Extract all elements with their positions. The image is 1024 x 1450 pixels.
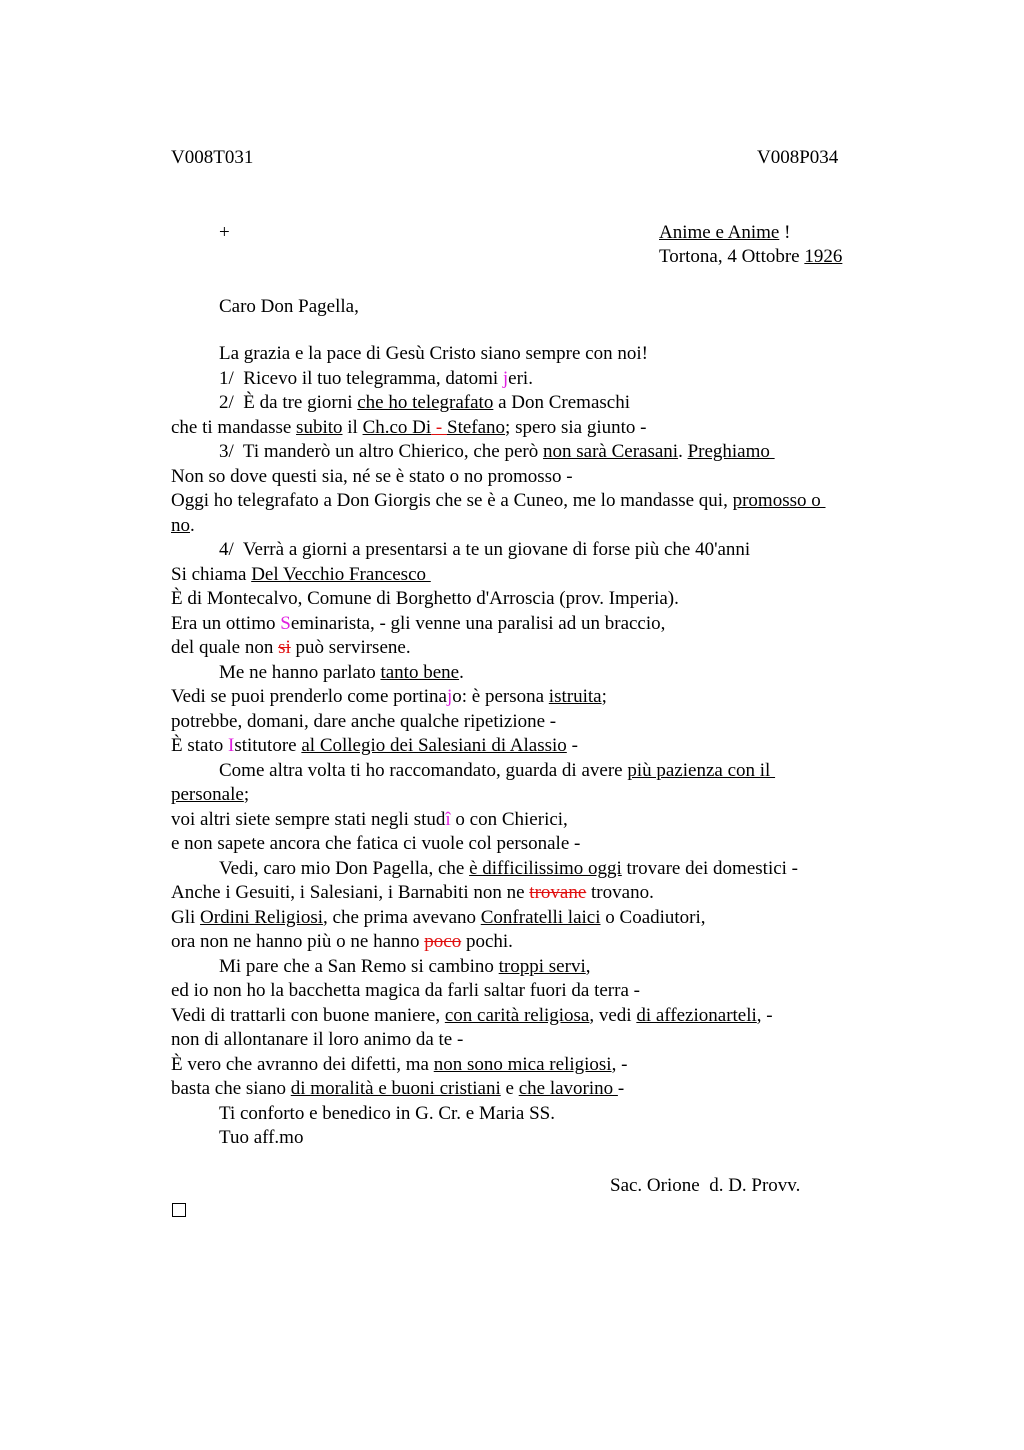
line-text: È di Montecalvo, Comune di Borghetto d'Arroscia (prov. Imperia). (171, 588, 679, 609)
line-text: Non so dove questi sia, né se è stato o no promosso - (171, 465, 573, 487)
letter-line (171, 636, 891, 661)
underlined-text: Stefano (447, 416, 506, 438)
line-text: o: è persona (452, 686, 549, 707)
line-text: Mi pare che a San Remo si cambino (219, 955, 499, 977)
line-text: Si chiama (171, 563, 252, 585)
letter-line (171, 1102, 891, 1127)
letter-line (171, 391, 891, 416)
line-text: Vedi, caro mio Don Pagella, che (219, 857, 470, 879)
highlighted-letter: I (228, 735, 235, 756)
letter-line (171, 906, 891, 931)
line-text: Era un ottimo (171, 612, 281, 634)
line-text: del quale non (171, 637, 279, 658)
struck-text: poco (424, 931, 462, 952)
date-year: 1926 (804, 246, 843, 267)
line-text: , - (611, 1053, 628, 1075)
underlined-text: Ch.co Di (362, 416, 432, 438)
signature: Sac. Orione d. D. Provv. (610, 1175, 801, 1196)
underlined-text: non sarà Cerasani (543, 441, 679, 462)
letter-line (171, 955, 891, 980)
header-right-code: V008P034 (757, 147, 839, 168)
line-text: Vedi se puoi prenderlo come portina (171, 686, 447, 707)
line-text: può servirsene. (290, 637, 411, 658)
line-text: 1/ Ricevo il tuo telegramma, datomi (219, 367, 503, 389)
underlined-text: di affezionarteli (636, 1004, 757, 1026)
letter-line (171, 661, 891, 686)
line-text: eri. (508, 367, 533, 389)
motto (659, 221, 790, 246)
letter-line (171, 1004, 891, 1029)
place-date-prefix: Tortona, 4 Ottobre (659, 246, 805, 267)
line-text: È stato (171, 735, 228, 756)
underlined-text: Preghiamo (687, 441, 775, 462)
letter-line (171, 734, 891, 759)
underlined-text: tanto bene (380, 661, 460, 683)
letter-line (171, 832, 891, 857)
underlined-text: istruita (548, 686, 602, 707)
line-text: Ti conforto e benedico in G. Cr. e Maria SS. (219, 1102, 555, 1124)
line-text: La grazia e la pace di Gesù Cristo siano sempre con noi! (219, 343, 648, 364)
line-text: 3/ Ti manderò un altro Chierico, che però (219, 441, 543, 462)
line-text: , (585, 955, 591, 977)
letter-line (171, 1126, 891, 1151)
letter-line (171, 857, 891, 882)
underlined-text: non sono mica religiosi (433, 1053, 612, 1075)
line-text: e (500, 1078, 519, 1099)
line-text: 2/ È da tre giorni (219, 392, 358, 413)
line-text: o Coadiutori, (600, 906, 706, 928)
letter-line (171, 489, 891, 514)
line-text: pochi. (461, 931, 513, 952)
line-text: . (678, 441, 688, 462)
line-text: trovano. (586, 882, 654, 903)
letter-body (171, 342, 891, 1151)
line-text: Come altra volta ti ho raccomandato, guarda di avere (219, 759, 628, 781)
line-text: basta che siano (171, 1078, 291, 1099)
underlined-text: - (431, 416, 447, 438)
motto-underlined: Anime e Anime (659, 222, 780, 243)
line-text: Anche i Gesuiti, i Salesiani, i Barnabiti non ne (171, 882, 530, 903)
underlined-text: personale (171, 784, 244, 805)
checkbox-icon (172, 1200, 186, 1225)
line-text: potrebbe, domani, dare anche qualche ripetizione - (171, 710, 557, 732)
letter-line (171, 930, 891, 955)
line-text: - (566, 735, 578, 756)
line-text: , - (756, 1004, 773, 1026)
underlined-text: subito (296, 416, 343, 438)
letter-line (171, 342, 891, 367)
line-text: Tuo aff.mo (219, 1127, 304, 1148)
line-text: che ti mandasse (171, 416, 297, 438)
letter-line (171, 685, 891, 710)
letter-line (171, 440, 891, 465)
line-text: , vedi (589, 1004, 637, 1026)
line-text: non di allontanare il loro animo da te - (171, 1029, 464, 1050)
line-text: il (342, 416, 363, 438)
highlighted-letter: j (446, 686, 453, 707)
highlighted-letter: j (502, 367, 509, 389)
letter-line (171, 416, 891, 441)
line-text: , che prima avevano (323, 906, 481, 928)
letter-line (171, 367, 891, 392)
letter-line (171, 514, 891, 539)
letter-line (171, 808, 891, 833)
line-text: . (190, 514, 195, 536)
letter-line (171, 783, 891, 808)
underlined-text: troppi servi (498, 955, 586, 977)
letter-line (171, 538, 891, 563)
underlined-text: no (171, 514, 190, 536)
line-text: stitutore (234, 735, 302, 756)
line-text: o con Chierici, (450, 808, 568, 830)
line-text: ; (601, 686, 607, 707)
letter-line (171, 1053, 891, 1078)
underlined-text: promosso o (732, 490, 826, 511)
underlined-text: Del Vecchio Francesco (251, 563, 431, 585)
struck-text: trovane (529, 882, 587, 903)
letter-line (171, 881, 891, 906)
letter-line (171, 759, 891, 784)
underlined-text: più pazienza con il (627, 759, 776, 781)
line-text: ora non ne hanno più o ne hanno (171, 931, 425, 952)
struck-text: si (278, 637, 291, 658)
highlighted-letter: î (445, 808, 451, 830)
letter-line (171, 1028, 891, 1053)
letter-line (171, 710, 891, 735)
line-text: Oggi ho telegrafato a Don Giorgis che se è a Cuneo, me lo mandasse qui, (171, 490, 733, 511)
line-text: Vedi di trattarli con buone maniere, (171, 1004, 445, 1026)
letter-line (171, 979, 891, 1004)
letter-line (171, 465, 891, 490)
line-text: Gli (171, 906, 201, 928)
underlined-text: che ho telegrafato (357, 392, 494, 413)
underlined-text: è difficilissimo oggi (469, 857, 622, 879)
line-text: 4/ Verrà a giorni a presentarsi a te un giovane di forse più che 40'anni (219, 539, 751, 560)
line-text: ; spero sia giunto - (505, 416, 647, 438)
motto-tail: ! (779, 222, 791, 243)
line-text: a Don Cremaschi (493, 392, 630, 413)
letter-line (171, 612, 891, 637)
salutation: Caro Don Pagella, (219, 296, 359, 317)
letter-line (171, 563, 891, 588)
line-text: - (617, 1078, 625, 1099)
underlined-text: di moralità e buoni cristiani (290, 1078, 501, 1099)
place-date (659, 245, 842, 270)
line-text: Me ne hanno parlato (219, 661, 381, 683)
header-left-code: V008T031 (171, 147, 254, 168)
line-text: e non sapete ancora che fatica ci vuole col personale - (171, 833, 581, 854)
line-text: voi altri siete sempre stati negli stud (171, 808, 446, 830)
line-text: ed io non ho la bacchetta magica da farli saltar fuori da terra - (171, 980, 640, 1001)
underlined-text: Ordini Religiosi (200, 906, 324, 928)
underlined-text: al Collegio dei Salesiani di Alassio (301, 735, 567, 756)
line-text: È vero che avranno dei difetti, ma (171, 1053, 434, 1075)
underlined-text: Confratelli laici (480, 906, 601, 928)
line-text: eminarista, - gli venne una paralisi ad un braccio, (290, 612, 666, 634)
letter-line (171, 587, 891, 612)
line-text: . (459, 661, 464, 683)
cross-mark: + (219, 222, 230, 243)
line-text: ; (243, 784, 250, 805)
line-text: trovare dei domestici - (621, 857, 799, 879)
letter-line (171, 1077, 891, 1102)
underlined-text: che lavorino (518, 1078, 618, 1099)
underlined-text: con carità religiosa (444, 1004, 590, 1026)
highlighted-letter: S (280, 612, 291, 634)
